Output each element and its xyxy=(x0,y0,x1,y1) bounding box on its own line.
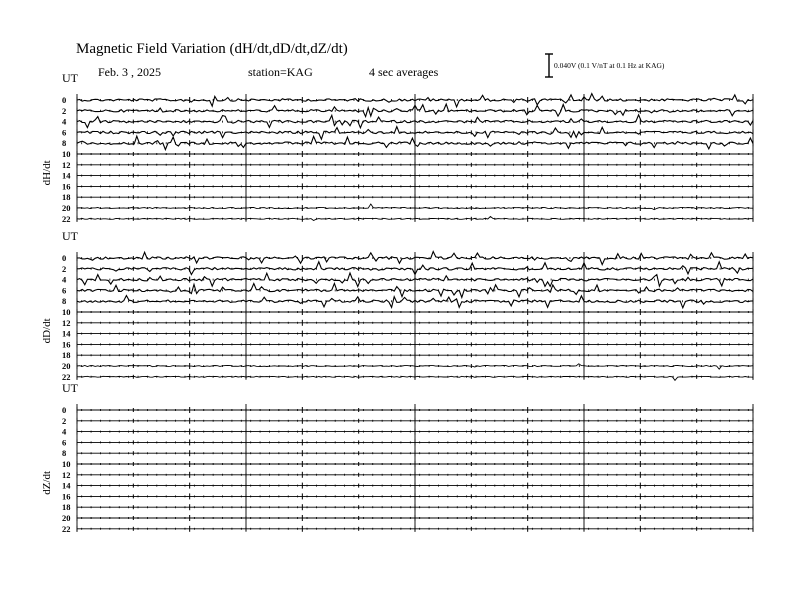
row-label: 14 xyxy=(62,480,71,491)
scale-label: 0.040V (0.1 V/nT at 0.1 Hz at KAG) xyxy=(554,61,665,70)
panel-label: dH/dt xyxy=(41,160,53,186)
row-label: 4 xyxy=(62,274,67,285)
row-label: 0 xyxy=(62,405,67,415)
chart-title: Magnetic Field Variation (dH/dt,dD/dt,dZ/dt) xyxy=(76,41,348,57)
row-label: 10 xyxy=(62,459,71,469)
scale-bar xyxy=(545,54,665,77)
row-label: 16 xyxy=(62,181,71,192)
panel-dddt xyxy=(41,229,753,382)
row-label: 12 xyxy=(62,469,71,480)
row-label: 12 xyxy=(62,159,71,170)
row-label: 16 xyxy=(62,491,71,502)
row-label: 18 xyxy=(62,192,71,203)
row-label: 20 xyxy=(62,203,71,213)
row-label: 6 xyxy=(62,285,67,296)
row-label: 10 xyxy=(62,149,71,159)
station-label: station=KAG xyxy=(248,65,313,79)
panel-dzdt xyxy=(41,381,753,534)
row-label: 14 xyxy=(62,328,71,339)
row-label: 4 xyxy=(62,116,67,127)
row-label: 22 xyxy=(62,523,71,534)
row-label: 22 xyxy=(62,213,71,224)
row-label: 22 xyxy=(62,371,71,382)
row-label: 2 xyxy=(62,105,67,116)
ut-axis-label: UT xyxy=(62,229,78,243)
row-label: 14 xyxy=(62,170,71,181)
row-label: 18 xyxy=(62,350,71,361)
row-label: 6 xyxy=(62,127,67,138)
row-label: 20 xyxy=(62,513,71,523)
row-label: 8 xyxy=(62,448,67,459)
row-label: 8 xyxy=(62,296,67,307)
panel-label: dD/dt xyxy=(41,318,53,344)
row-label: 10 xyxy=(62,307,71,317)
averaging-label: 4 sec averages xyxy=(369,65,439,79)
row-label: 16 xyxy=(62,339,71,350)
row-label: 6 xyxy=(62,437,67,448)
panel-dhdt xyxy=(41,71,753,224)
row-label: 8 xyxy=(62,138,67,149)
row-label: 0 xyxy=(62,95,67,105)
panel-label: dZ/dt xyxy=(41,470,53,495)
row-label: 18 xyxy=(62,502,71,513)
row-label: 2 xyxy=(62,415,67,426)
ut-axis-label: UT xyxy=(62,71,78,85)
ut-axis-label: UT xyxy=(62,381,78,395)
row-label: 12 xyxy=(62,317,71,328)
row-label: 20 xyxy=(62,361,71,371)
date-label: Feb. 3 , 2025 xyxy=(98,65,161,79)
row-label: 4 xyxy=(62,426,67,437)
row-label: 0 xyxy=(62,253,67,263)
row-label: 2 xyxy=(62,263,67,274)
